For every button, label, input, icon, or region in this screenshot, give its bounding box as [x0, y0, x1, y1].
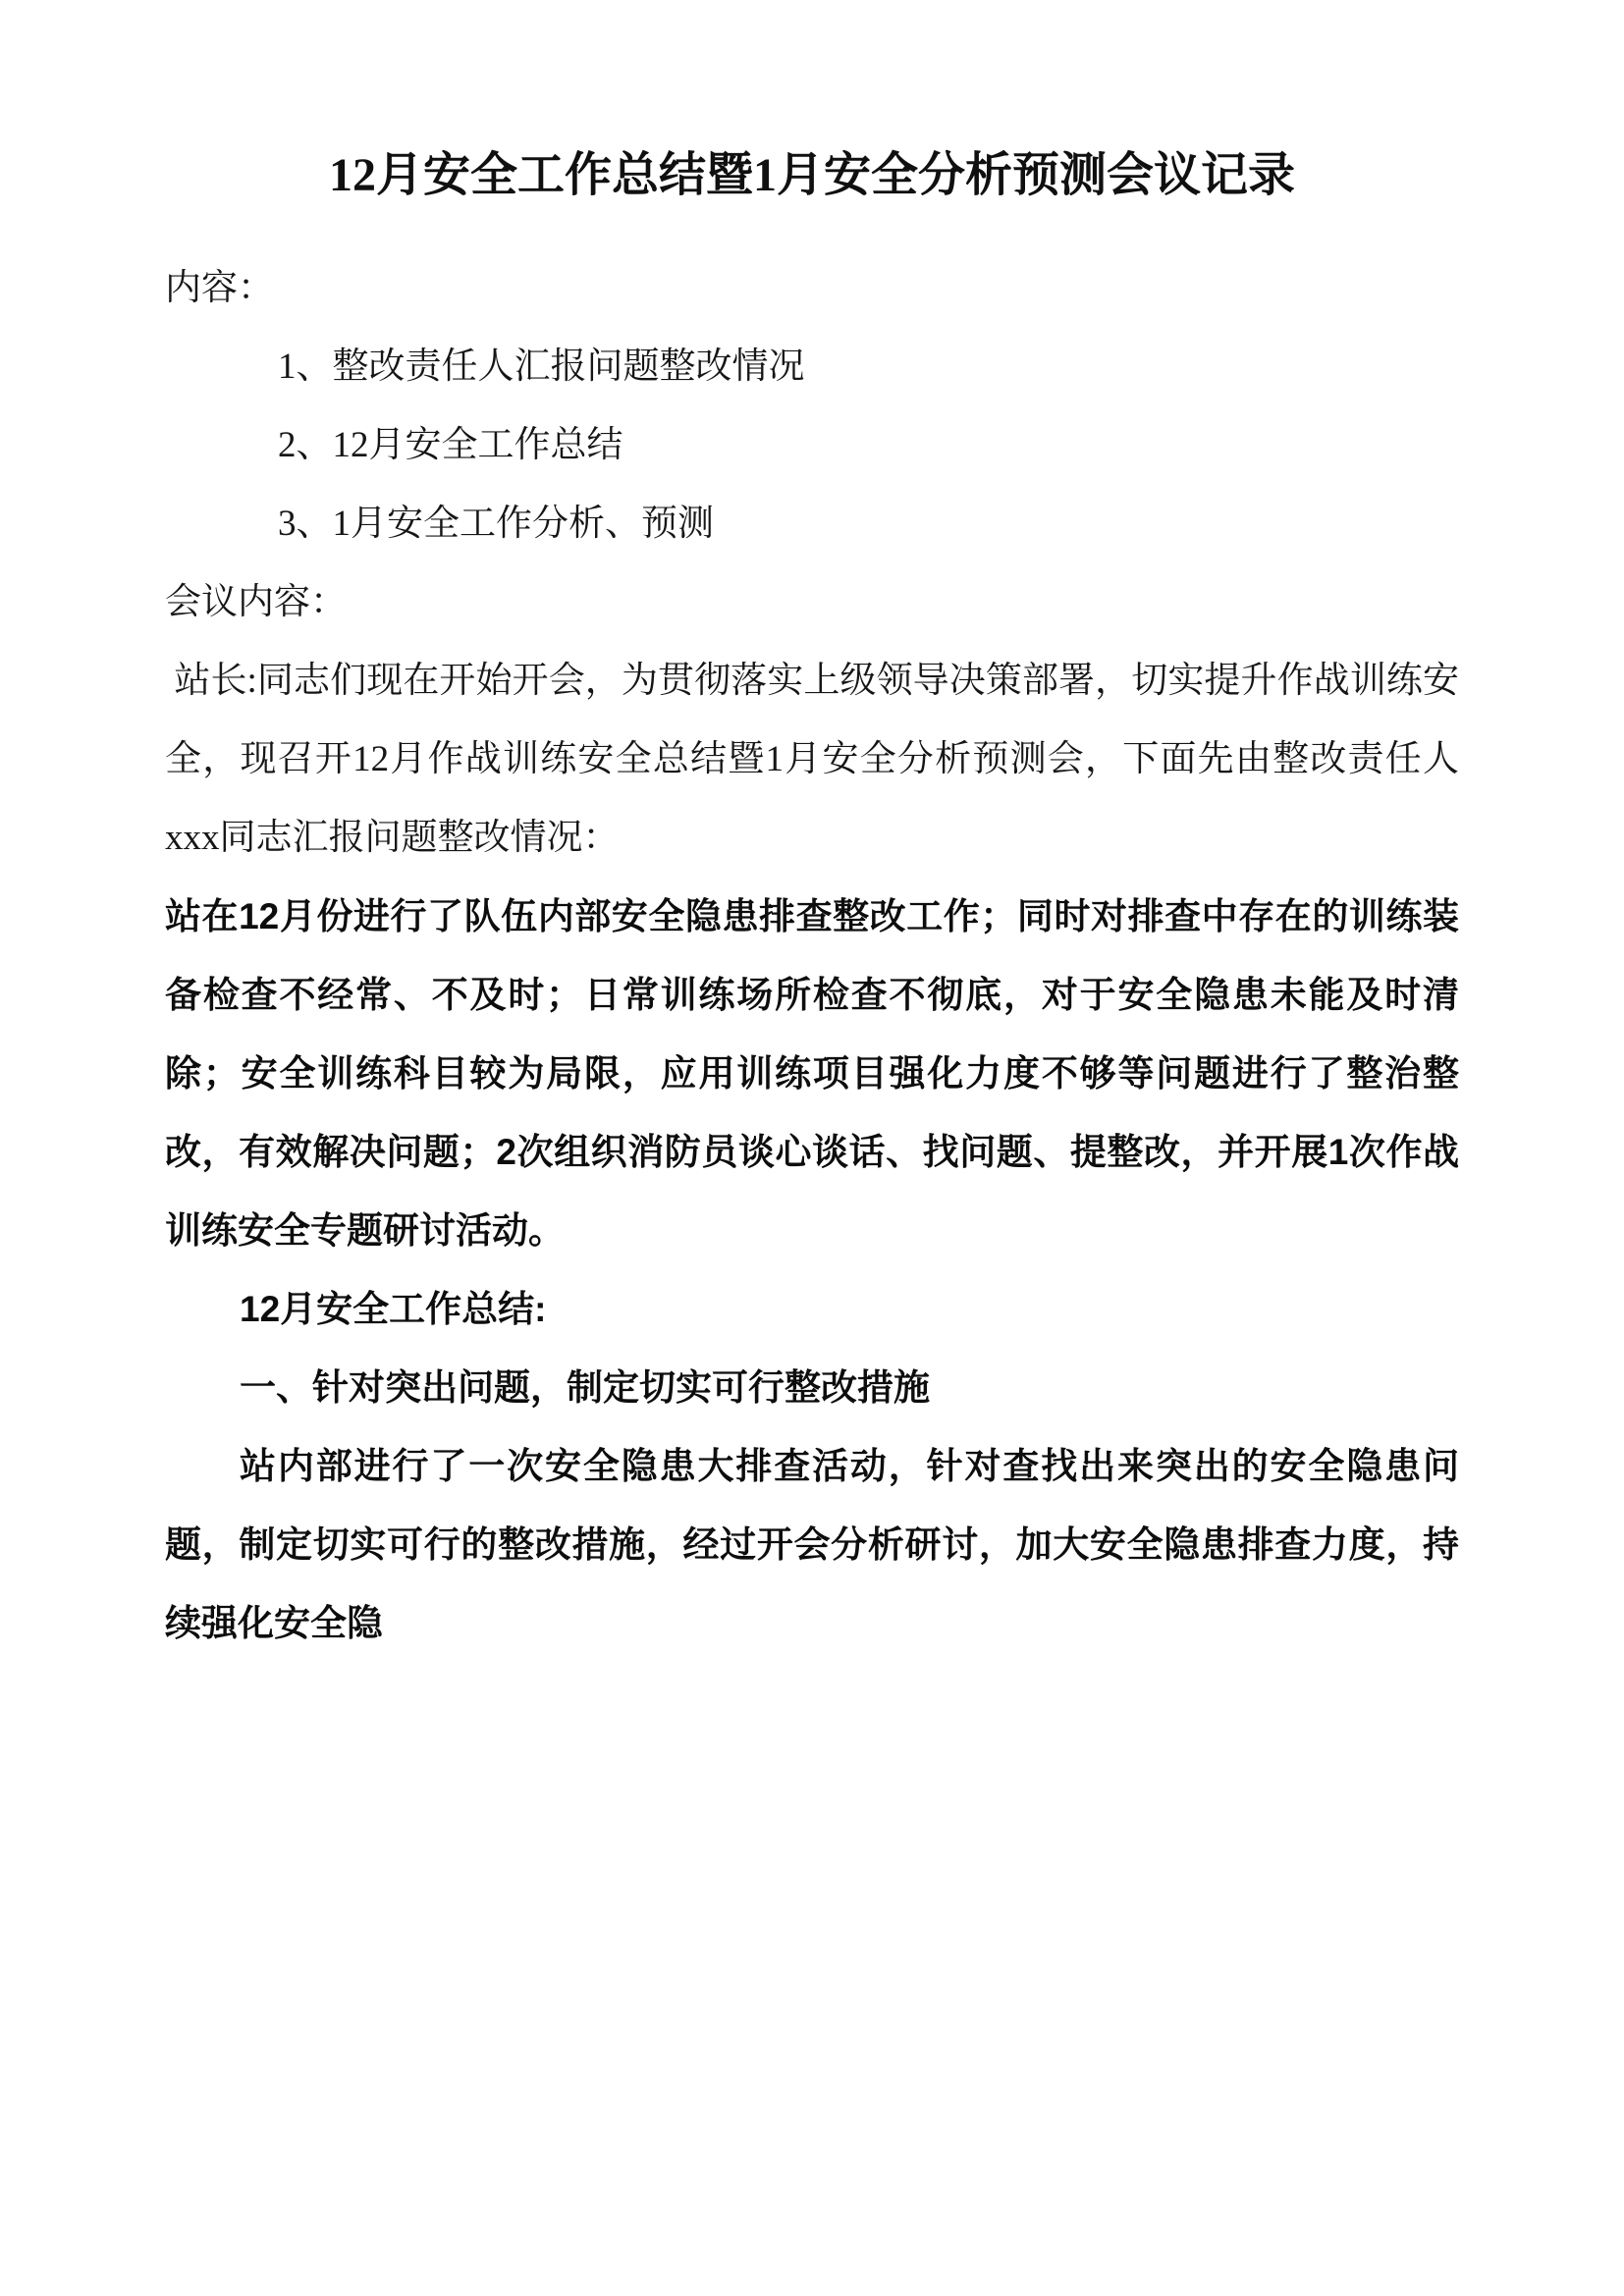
- host-speech-paragraph: 站长:同志们现在开始开会，为贯彻落实上级领导决策部署，切实提升作战训练安全，现召开12月作战训练安全总结暨1月安全分析预测会，下面先由整改责任人xxx同志汇报问题整改情况：: [165, 661, 1460, 858]
- agenda-item-3: 3、1月安全工作分析、预测: [278, 504, 714, 544]
- content-label: 内容：: [165, 268, 274, 308]
- monthly-summary-heading: 12月安全工作总结:: [240, 1289, 547, 1329]
- point-one-heading: 一、针对突出问题，制定切实可行整改措施: [240, 1367, 930, 1408]
- agenda-item-1: 1、整改责任人汇报问题整改情况: [278, 347, 805, 387]
- point-one-body-paragraph: 站内部进行了一次安全隐患大排查活动，针对查找出来突出的安全隐患问题，制定切实可行的整改措施，经过开会分析研讨，加大安全隐患排查力度，持续强化安全隐: [165, 1446, 1459, 1643]
- agenda-item-2: 2、12月安全工作总结: [278, 425, 623, 465]
- rectification-report-paragraph: 站在12月份进行了队伍内部安全隐患排查整改工作；同时对排查中存在的训练装备检查不经常、不及时；日常训练场所检查不彻底，对于安全隐患未能及时清除；安全训练科目较为局限，应用训练项目强化力度不够等问题进行了整治整改，有效解决问题；2次组织消防员谈心谈话、找问题、提整改，并开展1次作战训练安全专题研讨活动。: [165, 896, 1459, 1251]
- document-title: 12月安全工作总结暨1月安全分析预测会议记录: [328, 149, 1295, 201]
- meeting-content-label: 会议内容：: [165, 582, 347, 622]
